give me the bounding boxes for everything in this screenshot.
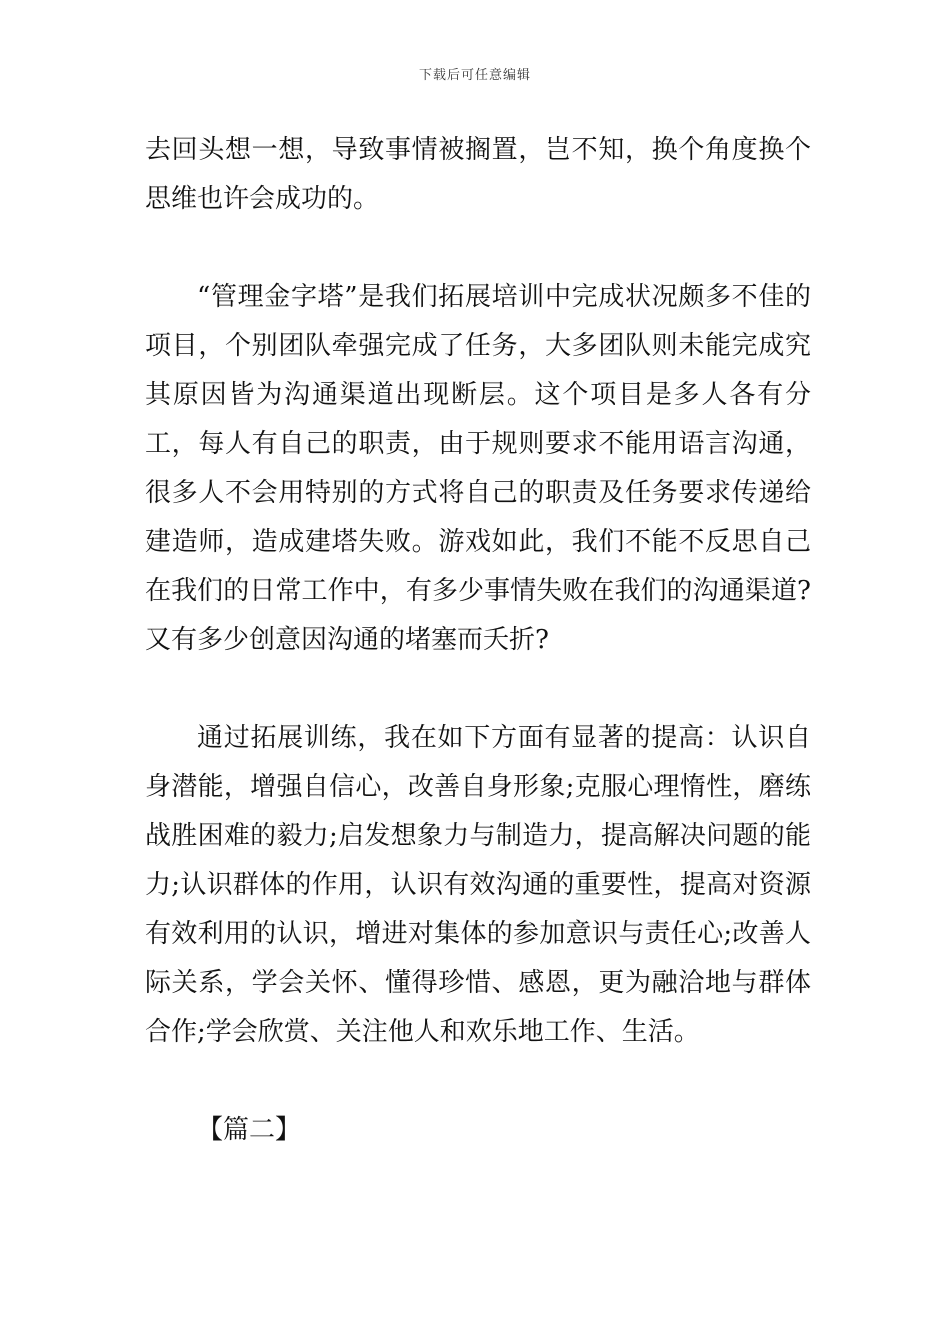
paragraph-management-pyramid: “管理金字塔”是我们拓展培训中完成状况颇多不佳的项目，个别团队牵强完成了任务，大多团队则未能完成究其原因皆为沟通渠道出现断层。这个项目是多人各有分工，每人有自己的职责，由于规则要求不能用语言沟通，很多人不会用特别的方式将自己的职责及任务要求传递给建造师，造成建塔失败。游戏如此，我们不能不反思自己在我们的日常工作中，有多少事情失败在我们的沟通渠道?又有多少创意因沟通的堵塞而夭折? xyxy=(145,282,811,655)
document-body xyxy=(145,126,811,1155)
paragraph-gap xyxy=(145,224,811,273)
paragraph-continuation: 去回头想一想，导致事情被搁置，岂不知，换个角度换个思维也许会成功的。 xyxy=(145,135,811,214)
paragraph-gap xyxy=(145,665,811,714)
paragraph-training-improvements: 通过拓展训练，我在如下方面有显著的提高：认识自身潜能，增强自信心，改善自身形象;克服心理惰性，磨练战胜困难的毅力;启发想象力与制造力，提高解决问题的能力;认识群体的作用，认识有效沟通的重要性，提高对资源有效利用的认识，增进对集体的参加意识与责任心;改善人际关系，学会关怀、懂得珍惜、感恩，更为融洽地与群体合作;学会欣赏、关注他人和欢乐地工作、生活。 xyxy=(145,723,811,1047)
section-heading: 【篇二】 xyxy=(197,1115,302,1145)
header-note: 下载后可任意编辑 xyxy=(418,68,531,83)
paragraph-gap xyxy=(145,1057,811,1106)
